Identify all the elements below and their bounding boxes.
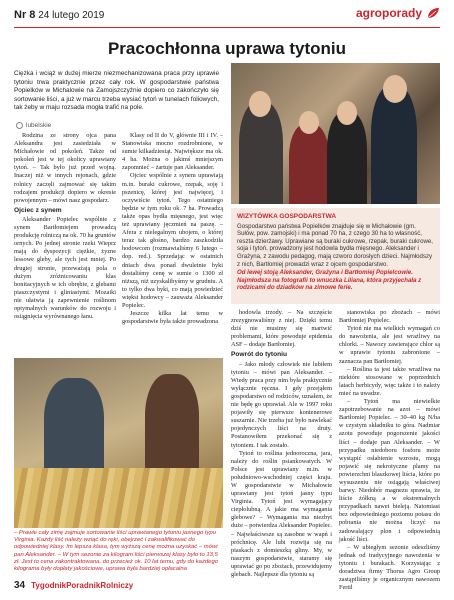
issue-date: 24 lutego 2019	[38, 10, 105, 21]
paragraph: Tytoń nie ma wielkich wymagań co do nawożenia, ale jest wrażliwy na chlorki. – Nawozy zawierające chlor są w uprawie tytoniu zabronione – zaznacza pan Bartłomiej.	[339, 325, 440, 365]
page-header	[14, 6, 440, 26]
paragraph: stanowiska po zbożach – mówi Bartłomiej Popielec.	[339, 309, 440, 325]
paragraph: Rodzina ze strony ojca pana Aleksandra jest zasiedziała w Michałowie od pokoleń. Także od pokoleń jest w tej okolicy uprawiany tytoń. – Tak było już przed wojną. Inaczej niż w innych rejonach, gdzie rolnicy zaczęli zajmować się takim rodzajem produkcji dopiero w okresie powojennym – mówi nasz gospodarz.	[14, 132, 116, 204]
region-label: lubelskie	[26, 122, 52, 129]
paragraph: Klasy od II do V, głównie III i IV. – Stanowiska mocno rozdrobnione, w sumie kilkadziesiąt. Największe ma ok. 4 ha. Można o jakimś mniejszym zapomnieć – żartuje pan Aleksander.	[122, 132, 223, 172]
photo-person	[44, 378, 104, 478]
tobacco-leaves	[14, 468, 223, 528]
photo-face	[249, 91, 271, 117]
subheading: Ojciec z synem	[14, 206, 62, 214]
text-column-2	[122, 132, 223, 326]
publication-name: TygodnikPoradnikRolniczy	[31, 580, 134, 590]
article-lead: Ciężka i wciąż w dużej mierze niezmechanizowana praca przy uprawie tytoniu trwa praktycznie przez cały rok. W gospodarstwie państwa Popielków w Michalowie na Zamojszczyźnie dopiero co zakończyło się sortowanie liści, a już w marcu trzeba wysiać tytoń w tunelach foliowych, tak żeby w maju rozsada mogła trafić na pole.	[14, 70, 219, 111]
text-column-4	[339, 309, 440, 592]
info-box-title: WIZYTÓWKA GOSPODARSTWA	[237, 213, 337, 220]
paragraph: – Roślina ta jest także wrażliwa na niektóre stosowane w poprzednich latach herbicydy, więc także i to należy mieć na uwadze.	[339, 365, 440, 397]
text-column-3	[231, 309, 332, 579]
brand-logo	[356, 6, 440, 20]
sorting-photo	[14, 358, 223, 528]
photo-person	[145, 374, 199, 478]
paragraph: Aleksander Popielec wspólnie z synem Bartłomiejem prowadzą produkcję rolniczą na ok. 70 ha gruntów ornych. Po jednej stronie rzeki Wieprz mają do dyspozycji ciężkie, żyzne lessowe gleby, ale tych jest mniej. Po drugiej stronie, przeważają pola o dużym zróżnicowaniu klas bonitacyjnych w ich obrębie, z glebami piaszczystymi i gliniastymi. Mozaiki nie ułatwia ją zapewnienie roślinom optymalnych warunków do rozwoju i osiągnięcia wyrównanego łanu.	[14, 215, 116, 321]
info-box-text: Gospodarstwo państwa Popielków znajduje się w Michałowie (gm. Sułów, pow. zamojski) i ma ponad 70 ha, z czego 30 ha to własność, reszta dzierżawy. Uprawiane są buraki cukrowe, rzepak, buraki cukrowe, soja i tytoń, prowadzony jest hodowla bydła mięsnego. Aleksander i Grażyna, z zawodu pedagog, mają czworo dorosłych dzieci. Najmłodszy z nich, Bartłomiej prowadzi wraz z ojcem gospodarstwo.	[237, 222, 433, 268]
photo-face	[299, 111, 319, 134]
header-divider	[14, 27, 440, 28]
leaf-logo-icon	[426, 7, 440, 19]
page-footer	[14, 578, 440, 592]
article-title: Pracochłonna uprawa tytoniu	[107, 39, 347, 58]
photo-person	[239, 102, 283, 204]
issue-number: Nr 8	[14, 9, 36, 21]
photo-person	[371, 86, 417, 204]
issue-info	[14, 9, 104, 21]
paragraph: – W ubiegłym sezonie odeszliśmy jednak od tradycyjnego nawożenia w tytoniu i burakach. Korzystając z doradztwa firmy Thorus Agro Group zastąpiliśmy je organicznym nawozem Fertil	[339, 543, 440, 592]
subheading: Powrót do tytoniu	[231, 351, 288, 359]
photo-caption-bottom: – Prawie cały zimę zajmuje sortowanie liści uprawianego tytoniu jasnego typu Virginia. Każdy liść należy wziąć do ręki, obejrzeć i zakwalifikować do odpowiedniej klasy. Im lepsza klasa, tym wyższą cenę można uzyskać – mówi pan Aleksander. – W tym sezonie za kilogram liści pierwszej klasy było to 13,5 zł. Jest to cena zakontraktowana, do przecież ok. 10 lat temu, gdy do każdego kilograma były dopłaty jakościowe, uprawa była bardziej opłacalna	[14, 530, 218, 573]
paragraph: hodowla trzody. – Na szczęście zrezygnowaliśmy z niej. Dzięki temu dziś nie musimy się martwić problemami, które powoduje epidemia ASF – dodaje Bartłomiej.	[231, 309, 332, 349]
brand-name: agroporady	[355, 6, 422, 20]
photo-face	[337, 101, 357, 125]
family-photo	[231, 63, 440, 204]
photo-person	[327, 112, 367, 204]
paragraph: – Tytoń ma niewielkie zapotrzebowanie na azot – mówi Bartłomiej Popielec. – 30–40 kg N/ha w czystym składniku to góra. Nadmiar azotu powoduje pogorszenie jakości liści – dodaje pan Aleksander. – W przypadku niedoboru fosforu może wystąpić osłabienie wzrostu, mogą pojawić się nekrotyczne plamy na powierzchni blaszkowej liścia, które po wysuszeniu nie osiągają właściwej barwy. Niedobór magnezu sprawia, że liście żółkną a w ekstremalnych przypadkach nawet bieleją. Natomiast bez odpowiedniego poziomu potasu do pobrania nie można liczyć na zadowalający plon i odpowiednią jakość liści.	[339, 398, 440, 543]
photo-caption-top: Od lewej stoją Aleksander, Grażyna i Bartłomiej Popielcowie. Najmłodsza na fotografii to wnuczka Liliana, która przyjechała z rodzicami do dziadków na zimowe ferie.	[237, 269, 422, 292]
paragraph: – Jako młody człowiek nie lubiłem tytoniu – mówi pan Aleksander. – Wtedy praca przy nim była praktycznie wyłącznie ręczna. I gdy przejąłem gospodarstwo od rodziców, uznałem, że nie będę go uprawiał. Ale w 1997 roku pojawiły się pierwsze kontenerowe suszarnie. Nie trzeba już było nawlekać pojedynczych liści na druty. Postanowiłem przekonać się z tytoniem. I tak zostało.	[231, 360, 332, 449]
paragraph: Tytoń to roślina jednoroczna, jara, należy do roślin psiankowatych. W Polsce jest uprawiany m.in. w południowo-wschodniej części kraju. W gospodarstwie w Michałowie uprawiany jest tytoń jasny typu Virginia. Tytoń jest wymagający ciepłolubną. A jakie ma wymagania glebowe? – Wymagania ma niezbyt duże – potwierdza Aleksander Popielec. – Najwłaściwsze są zasobne w wapń i próchnicę. Ale lubi rozwija się na piaskach z domieszką gliny. My, w naszym gospodarstwie, staramy się uprawiać go po zbożach, przewidujemy glebach. Najlepsze dla tytoniu są	[231, 449, 332, 578]
region-byline	[16, 122, 51, 129]
photo-face	[383, 75, 407, 103]
farm-info-box	[231, 208, 440, 304]
paragraph: Ojciec wspólnie z synem uprawiają m.in. buraki cukrowe, rzepak, soję i pszenicę, której jest najwięcej, i oczywiście tytoń. Tego ostatniego będzie w tym roku ok. 7 ha. Prowadzą także opas bydła mięsnego, jest więc też uprawiany jęczmień na paszę. – Afera z nielegalnym ubojem, o której teraz tak głośno, bardzo zaszkodziła hodowcom (rozmawialiśmy 6 lutego – dop. red.). Sprzedając w ostatnich dniach dwa ponad dwuletnie byki dostaliśmy cenę w sumie o 1300 zł niższą, niż uzyskalibyśmy w grudniu. A to tylko dwa byki, co mają powiedzieć więksi hodowcy – zauważa Aleksander Popielec.	[122, 172, 223, 309]
photo-person	[289, 124, 329, 204]
region-icon	[16, 122, 23, 129]
page-number: 34	[14, 579, 26, 591]
text-column-1	[14, 132, 116, 321]
paragraph: Jeszcze kilka lat temu w gospodarstwie była także prowadzona	[122, 310, 223, 326]
